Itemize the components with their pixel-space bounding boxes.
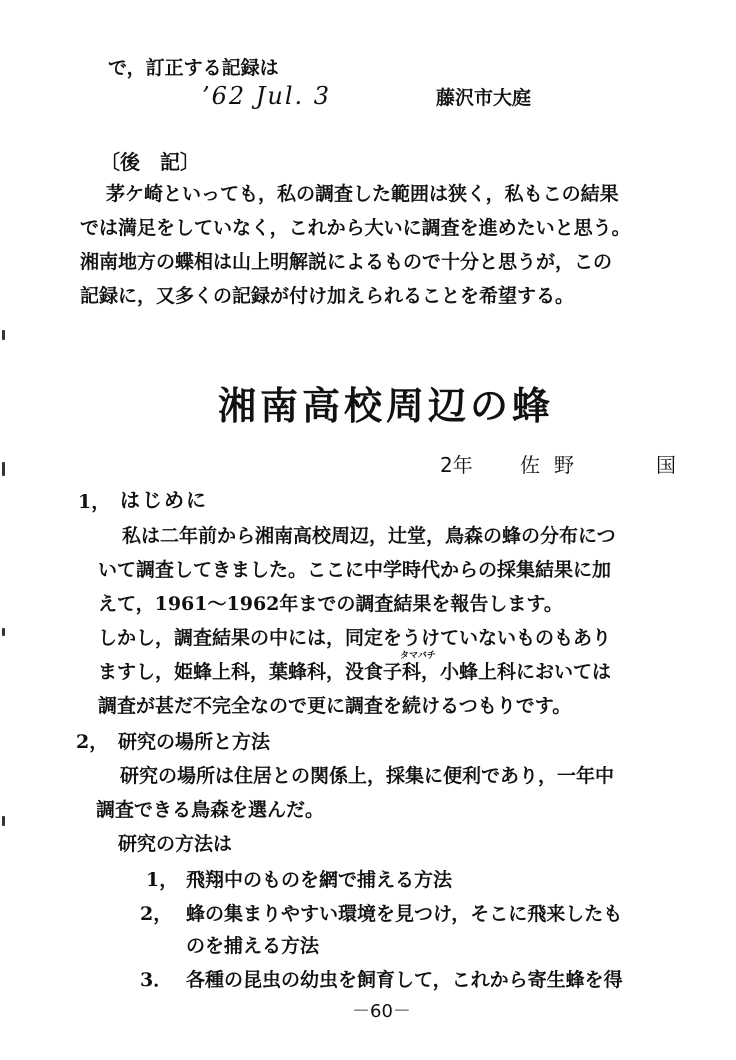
methods-intro: 研究の方法は: [118, 833, 233, 855]
ruby-annotation: タマバチ: [400, 651, 436, 661]
postscript-line: 記録に，又多くの記録が付け加えられることを希望する。: [80, 285, 575, 307]
section2-place-line: 研究の場所は住居との関係上，採集に便利であり，一年中: [120, 765, 615, 787]
section2-number: 2，: [76, 731, 109, 753]
author-grade: 2年: [440, 453, 473, 477]
correction-intro: で，訂正する記録は: [108, 57, 279, 79]
section1-number: 1，: [78, 491, 111, 513]
article-title: 湘南高校周辺の蜂: [218, 383, 555, 428]
author-name: 佐野 国: [520, 453, 690, 477]
method-text: 蜂の集まりやすい環境を見つけ，そこに飛来したも: [186, 903, 623, 925]
postscript-line: 茅ケ崎といっても，私の調査した範囲は狭く，私もこの結果: [106, 183, 619, 205]
method-number: 3．: [140, 969, 173, 991]
section2-heading: 研究の場所と方法: [118, 731, 271, 753]
section1-line: えて，1961～1962年までの調査結果を報告します。: [98, 593, 563, 615]
section1-line: ますし，姫蜂上科，葉蜂科，没食子科，小蜂上科においては: [98, 661, 612, 683]
scan-mark: [2, 330, 5, 340]
scan-mark: [2, 816, 5, 826]
scan-mark: [2, 462, 5, 476]
method-text: のを捕える方法: [186, 935, 320, 957]
correction-date: ’62 Jul. 3: [202, 82, 332, 110]
postscript-heading: 〔後 記〕: [100, 150, 200, 174]
section1-line: いて調査してきました。ここに中学時代からの採集結果に加: [98, 559, 612, 581]
method-number: 2，: [140, 903, 173, 925]
section1-line: 調査が甚だ不完全なので更に調査を続けるつもりです。: [98, 695, 572, 717]
section2-place-line: 調査できる鳥森を選んだ。: [96, 799, 325, 821]
correction-location: 藤沢市大庭: [436, 87, 532, 109]
method-text: 飛翔中のものを網で捕える方法: [186, 869, 453, 891]
section1-line: しかし，調査結果の中には，同定をうけていないものもあり: [98, 627, 612, 649]
scan-mark: [2, 628, 5, 636]
section1-heading: はじめに: [120, 488, 208, 512]
method-number: 1，: [146, 869, 179, 891]
postscript-line: では満足をしていなく，これから大いに調査を進めたいと思う。: [80, 217, 631, 239]
page-number: －60－: [352, 1001, 411, 1022]
postscript-line: 湘南地方の蝶相は山上明解説によるもので十分と思うが，この: [80, 251, 613, 273]
method-text: 各種の昆虫の幼虫を飼育して，これから寄生蜂を得: [186, 969, 623, 991]
section1-line: 私は二年前から湘南高校周辺，辻堂，鳥森の蜂の分布につ: [122, 525, 616, 547]
